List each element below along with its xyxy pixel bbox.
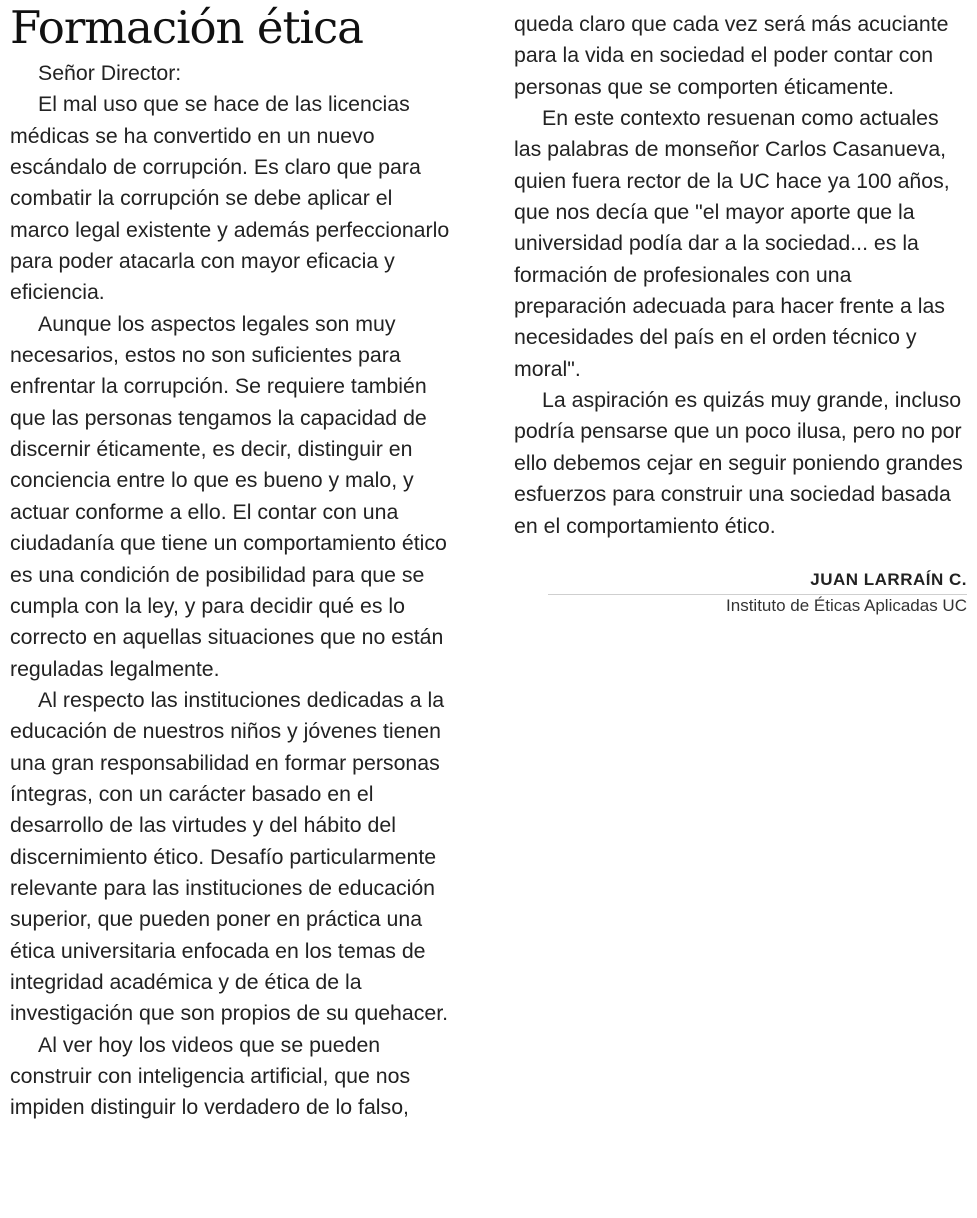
paragraph: Al ver hoy los videos que se pueden construir con inteligencia artificial, que nos impiden distinguir lo verdadero de lo falso, — [10, 1032, 411, 1120]
paragraph-continued: queda claro que cada vez será más acuciante para la vida en sociedad el poder contar con personas que se comporten éticamente. — [514, 12, 949, 99]
signature-divider — [548, 594, 967, 595]
salutation: Señor Director: — [38, 61, 182, 85]
article-title: Formación ética — [10, 1, 363, 54]
paragraph: El mal uso que se hace de las licencias médicas se ha convertido en un nuevo escándalo de corrupción. Es claro que para combatir la corrupción se debe aplicar el marco legal existente y además perfeccionarlo para poder atacarla con mayor eficacia y eficiencia. — [10, 92, 450, 305]
right-column — [514, 9, 964, 542]
left-column — [10, 58, 450, 1124]
paragraph: Aunque los aspectos legales son muy necesarios, estos no son suficientes para enfrentar la corrupción. Se requiere también que las personas tengamos la capacidad de discernir éticamente, es decir, distinguir en conciencia entre lo que es bueno y malo, y actuar conforme a ello. El contar con una ciudadanía que tiene un comportamiento ético es una condición de posibilidad para que se cumpla con la ley, y para decidir qué es lo correcto en aquellas situaciones que no están reguladas legalmente. — [10, 311, 447, 681]
author-affiliation: Instituto de Éticas Aplicadas UC — [726, 596, 967, 615]
signature-block — [726, 567, 967, 619]
paragraph: En este contexto resuenan como actuales las palabras de monseñor Carlos Casanueva, quien fuera rector de la UC hace ya 100 años, que nos decía que "el mayor aporte que la universidad podía dar a la sociedad... es la formación de profesionales con una preparación adecuada para hacer frente a las necesidades del país en el orden técnico y moral". — [514, 106, 950, 381]
paragraph: La aspiración es quizás muy grande, incluso podría pensarse que un poco ilusa, pero no por ello debemos cejar en seguir poniendo grandes esfuerzos para construir una sociedad basada en el comportamiento ético. — [514, 388, 963, 538]
paragraph: Al respecto las instituciones dedicadas a la educación de nuestros niños y jóvenes tienen una gran responsabilidad en formar personas íntegras, con un carácter basado en el desarrollo de las virtudes y del hábito del discernimiento ético. Desafío particularmente relevante para las instituciones de educación superior, que pueden poner en práctica una ética universitaria enfocada en los temas de integridad académica y de ética de la investigación que son propios de su quehacer. — [10, 687, 449, 1026]
author-name: JUAN LARRAÍN C. — [810, 570, 967, 589]
